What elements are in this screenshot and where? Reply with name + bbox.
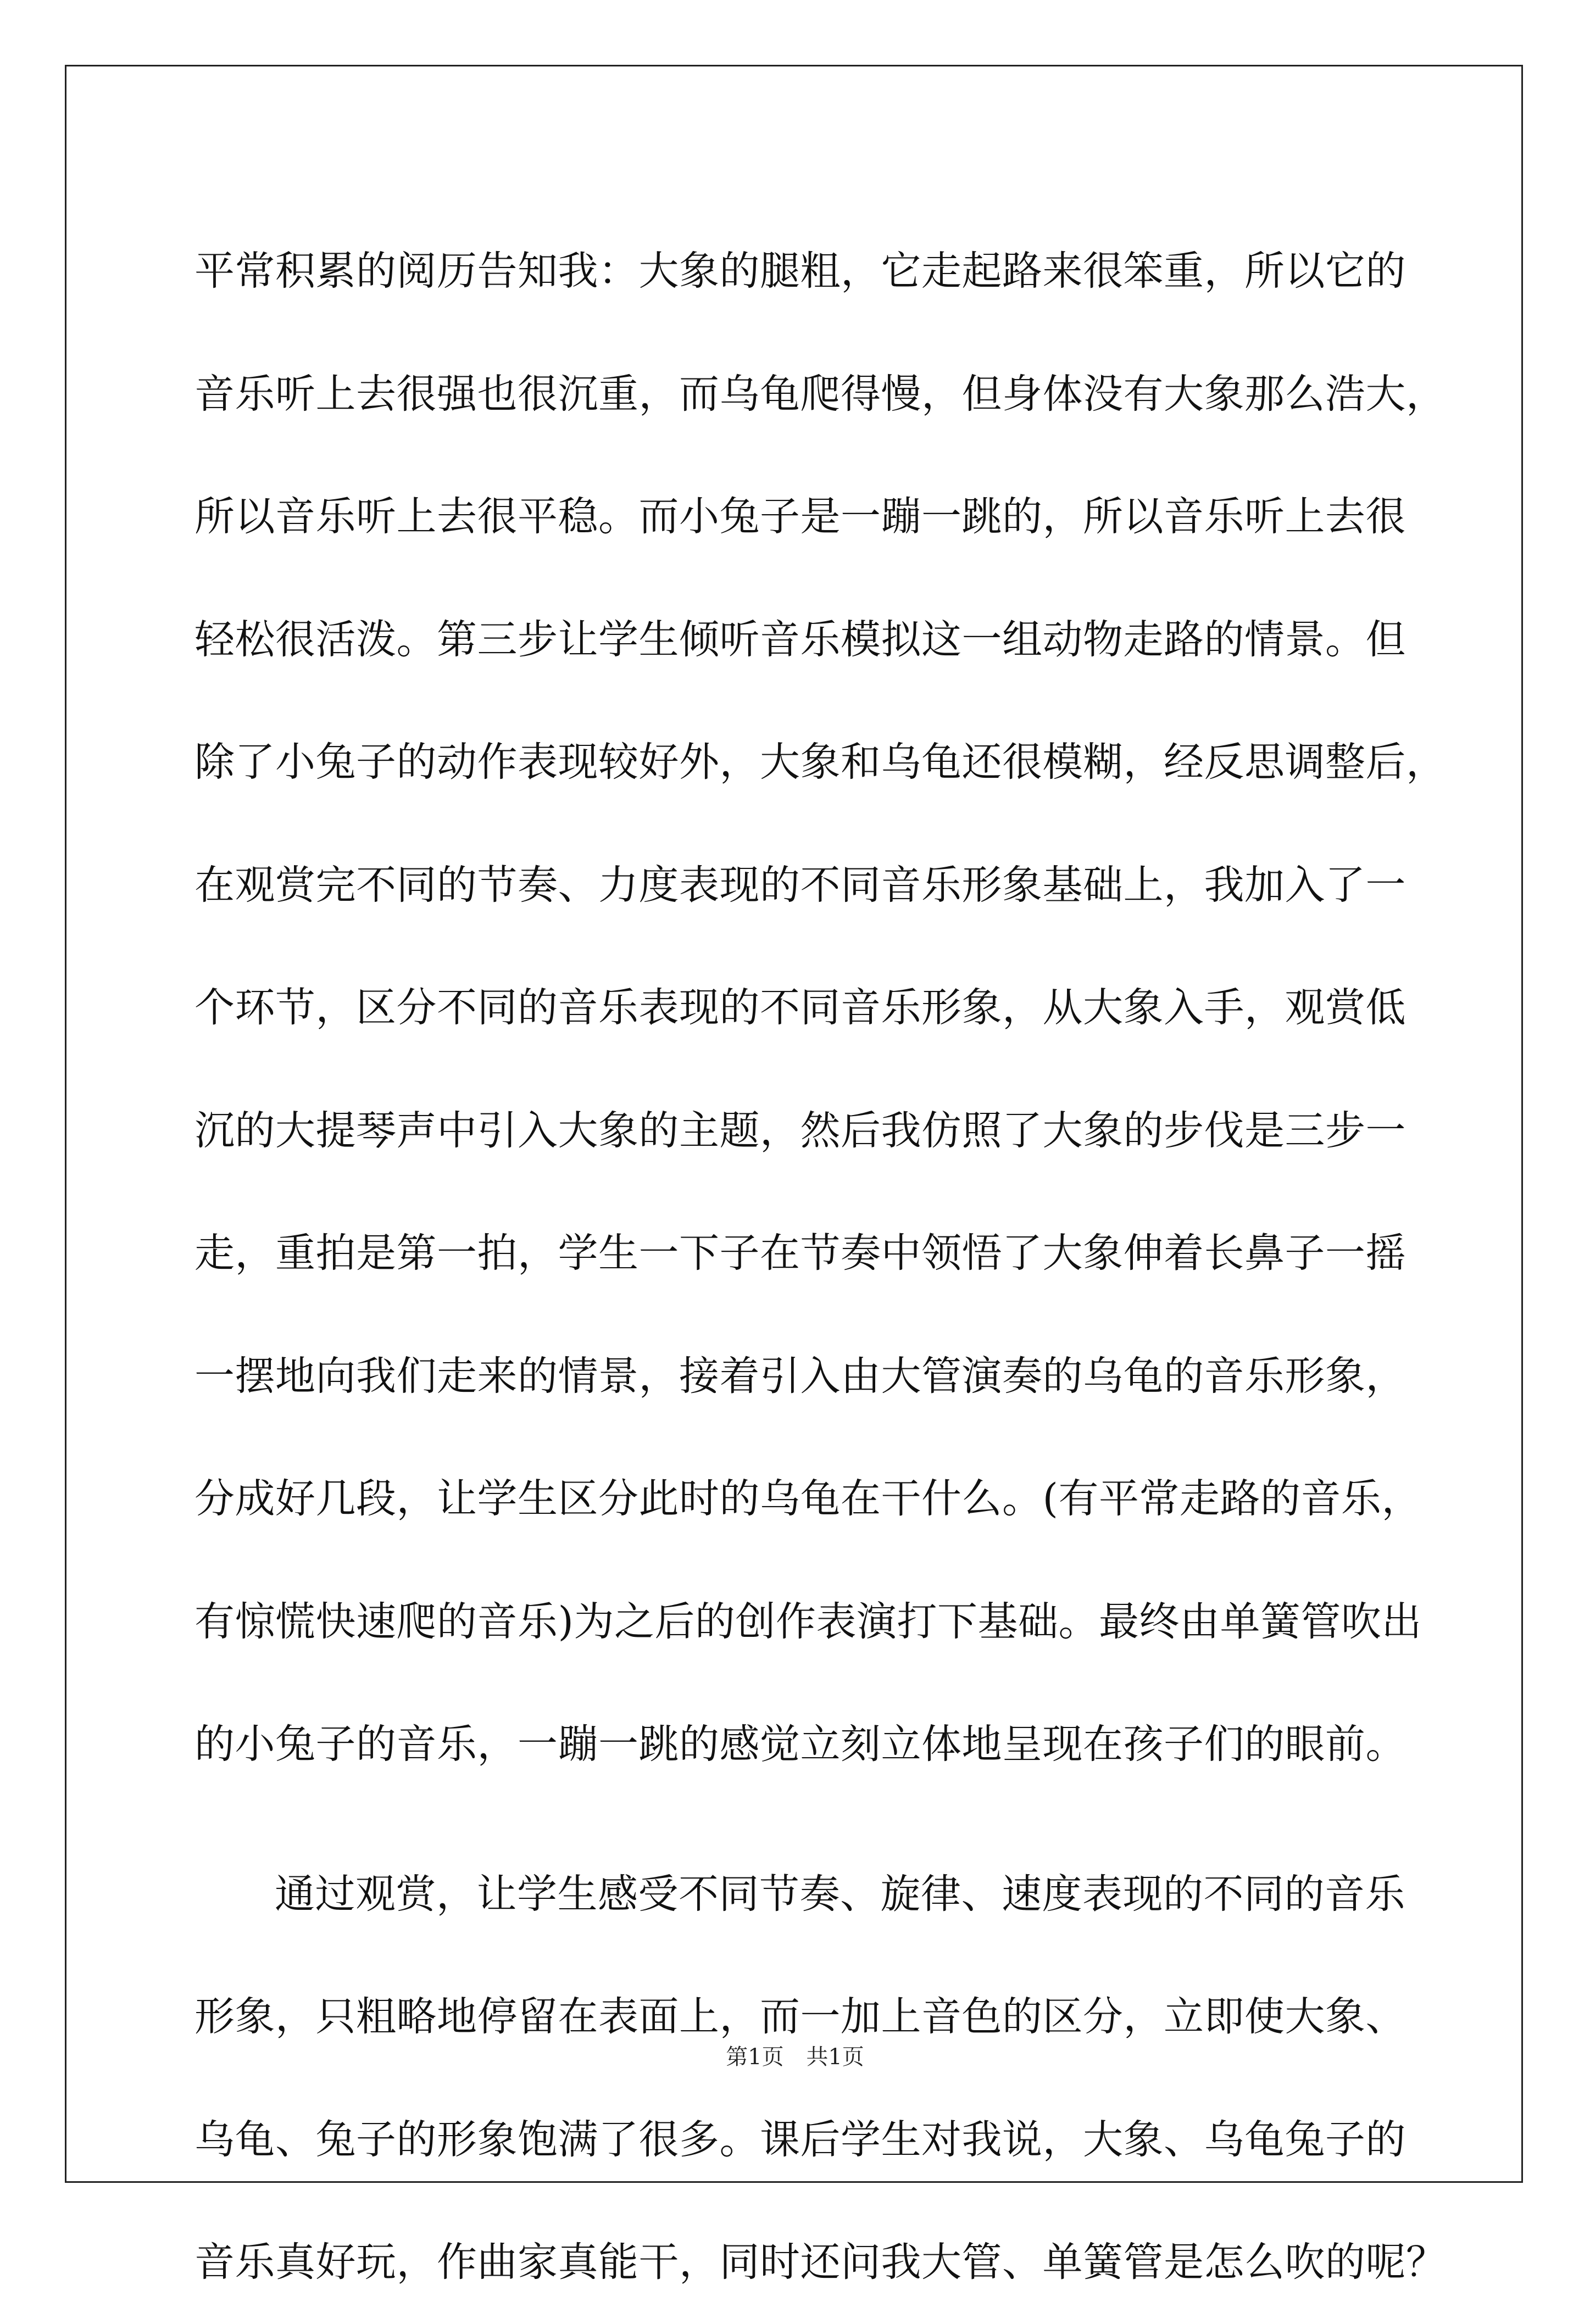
paragraph-2-line-3: 乌龟、兔子的形象饱满了很多。课后学生对我说，大象、乌龟兔子的 [194, 2116, 1406, 2163]
paragraph-1-line-11: 分成好几段，让学生区分此时的乌龟在干什么。(有平常走路的音乐， [194, 1475, 1422, 1522]
paragraph-1-line-1: 平常积累的阅历告知我：大象的腿粗，它走起路来很笨重，所以它的 [194, 248, 1406, 294]
paragraph-1-line-13: 的小兔子的音乐，一蹦一跳的感觉立刻立体地呈现在孩子们的眼前。 [194, 1721, 1406, 1768]
paragraph-1-line-7: 个环节，区分不同的音乐表现的不同音乐形象，从大象入手，观赏低 [194, 984, 1406, 1031]
paragraph-1-line-9: 走，重拍是第一拍，学生一下子在节奏中领悟了大象伸着长鼻子一摇 [194, 1230, 1406, 1277]
paragraph-1-line-12: 有惊慌快速爬的音乐)为之后的创作表演打下基础。最终由单簧管吹出 [194, 1598, 1422, 1645]
page-footer [0, 2043, 1590, 2071]
page-number: 第1页 [726, 2044, 784, 2070]
paragraph-1-line-5: 除了小兔子的动作表现较好外，大象和乌龟还很模糊，经反思调整后， [194, 739, 1447, 785]
document-body [194, 210, 1447, 2324]
paragraph-1-line-10: 一摆地向我们走来的情景，接着引入由大管演奏的乌龟的音乐形象， [194, 1352, 1406, 1400]
paragraph-2-line-1: 通过观赏，让学生感受不同节奏、旋律、速度表现的不同的音乐 [275, 1870, 1405, 1918]
paragraph-2-line-4: 音乐真好玩，作曲家真能干，同时还问我大管、单簧管是怎么吹的呢？ [194, 2239, 1447, 2286]
paragraph-1-line-4: 轻松很活泼。第三步让学生倾听音乐模拟这一组动物走路的情景。但 [194, 616, 1406, 663]
paragraph-1-line-6: 在观赏完不同的节奏、力度表现的不同音乐形象基础上，我加入了一 [194, 861, 1406, 909]
paragraph-1-line-3: 所以音乐听上去很平稳。而小兔子是一蹦一跳的，所以音乐听上去很 [194, 493, 1406, 540]
paragraph-2-line-2: 形象，只粗略地停留在表面上，而一加上音色的区分，立即使大象、 [194, 1993, 1406, 2040]
page-total: 共1页 [806, 2044, 864, 2070]
paragraph-1-line-8: 沉的大提琴声中引入大象的主题，然后我仿照了大象的步伐是三步一 [194, 1107, 1406, 1154]
paragraph-1-line-2: 音乐听上去很强也很沉重，而乌龟爬得慢，但身体没有大象那么浩大， [194, 370, 1447, 417]
